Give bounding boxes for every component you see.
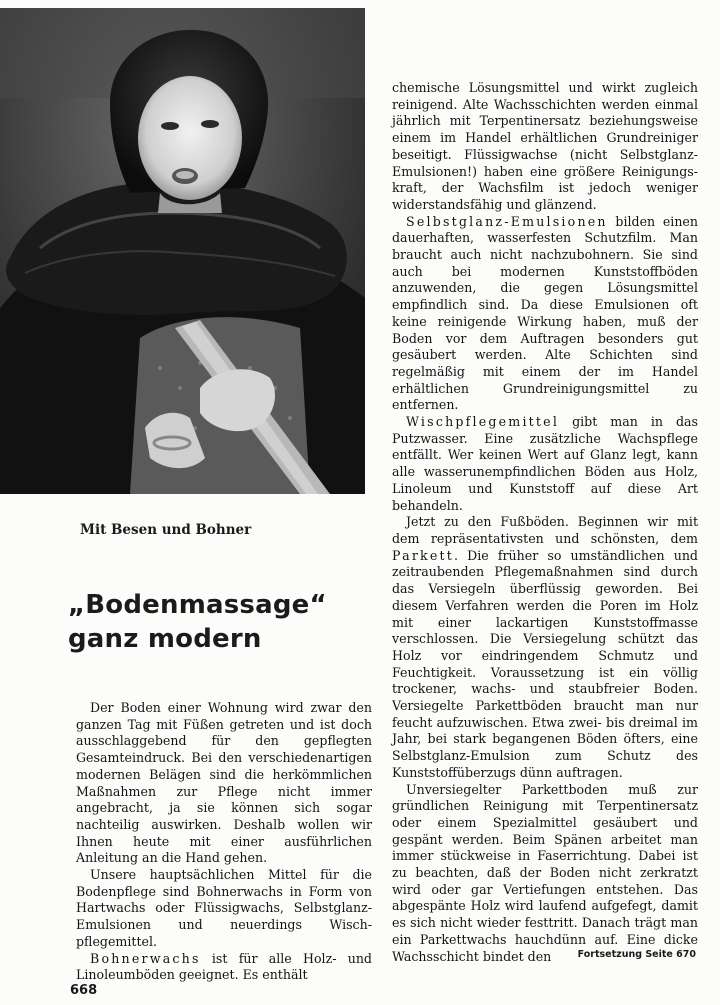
paragraph: Jetzt zu den Fußböden. Beginnen wir mit dem repräsentativsten und schönsten, dem Parkett. Die früher so umständlichen und zeitraubenden Pflegemaßnahmen sind durch das Versiegeln überflüssig geworden. Bei diesem Verfahren werden die Poren im Holz mit einer lackartigen Kunststoffmasse verschlossen. Die Versiegelung schützt das Holz vor eindringendem Schmutz und Feuchtigkeit. Voraussetzung ist ein völlig trockener, wachs- und staubfreier Boden. Versiegelte Parkettböden braucht man nur feucht aufzuwischen. Etwa zwei- bis dreimal im Jahr, bei stark begangenen Böden öfters, eine Selbstglanz-Emulsion zum Schutz des Kunststoffüberzugs dünn auftragen. (392, 514, 698, 780)
paragraph: Unsere hauptsächlichen Mittel für die Bodenpflege sind Bohnerwachs in Form von Hartwachs oder Flüssigwachs, Selbstglanz-Emulsionen und neuerdings Wischpflegemittel. (76, 867, 372, 949)
article-column-right (392, 80, 698, 965)
page-number: 668 (70, 983, 98, 998)
article-column-left (76, 700, 372, 984)
photo-caption: Mit Besen und Bohner (80, 522, 252, 538)
woman-with-fur-collar-holding-broom-icon (0, 8, 365, 494)
article-headline (68, 588, 368, 656)
spaced-term: Bohnerwachs (90, 950, 201, 966)
paragraph: Selbstglanz-Emulsionen bilden einen dauerhaften, wasserfesten Schutzfilm. Man braucht auch nicht nachzubohnern. Sie sind auch bei modernen Kunststoffböden anzuwenden, die gegen Lösungsmittel empfindlich sind. Da diese Emulsionen oft keine reinigende Wirkung haben, muß der Boden vor dem Auftragen besonders gut gesäubert werden. Alte Schichten sind regelmäßig mit einem der im Handel erhältlichen Grundreinigungsmittel zu entfernen. (392, 213, 698, 413)
paragraph: Wischpflegemittel gibt man in das Putzwasser. Eine zusätzliche Wachspflege entfällt. Wer keinen Wert auf Glanz legt, kann alle wasserunempfindlichen Böden aus Holz, Linoleum und Kunststoff auf diese Art behandeln. (392, 414, 698, 513)
paragraph: Bohnerwachs ist für alle Holz- und Linoleumböden geeignet. Es enthält (76, 950, 372, 983)
woman-with-broom-photo (0, 8, 365, 494)
spaced-term: Parkett (392, 547, 455, 563)
headline-line-1: „Bodenmassage“ (68, 590, 327, 620)
paragraph: Der Boden einer Wohnung wird zwar den ganzen Tag mit Füßen getreten und ist doch ausschlaggebend für den gepflegten Gesamteindruck. Bei den verschiedenartigen modernen Belägen sind die herkömmlichen Maßnahmen zur Pflege nicht immer angebracht, ja sie können sich sogar nachteilig auswirken. Deshalb wollen wir Ihnen heute mit einer ausführlichen Anleitung an die Hand gehen. (76, 700, 372, 866)
paragraph: Unversiegelter Parkettboden muß zur gründlichen Reinigung mit Terpentinersatz oder einem Spezialmittel gesäubert und gespänt werden. Beim Spänen arbeitet man immer stückweise in Faserrichtung. Dabei ist zu beachten, daß der Boden nicht zerkratzt wird oder gar Vertiefungen entstehen. Das abgespänte Holz wird laufend aufgefegt, damit es sich nicht wieder festtritt. Danach trägt man ein Parkettwachs hauchdünn auf. Eine dicke Wachsschicht bindet den (392, 781, 698, 964)
headline-line-2: ganz modern (68, 624, 262, 654)
paragraph: chemische Lösungsmittel und wirkt zugleich reinigend. Alte Wachsschichten werden einmal jährlich mit Terpentinersatz beziehungsweise einem im Handel erhältlichen Grundreiniger beseitigt. Flüssigwachse (nicht Selbstglanz-Emulsionen!) haben eine größere Reinigungskraft, der Wachsfilm ist jedoch weniger widerstandsfähig und glänzend. (392, 80, 698, 212)
spaced-term: Selbstglanz-Emulsionen (406, 213, 608, 229)
continuation-note: Fortsetzung Seite 670 (577, 949, 696, 960)
spaced-term: Wischpflegemittel (406, 414, 560, 430)
